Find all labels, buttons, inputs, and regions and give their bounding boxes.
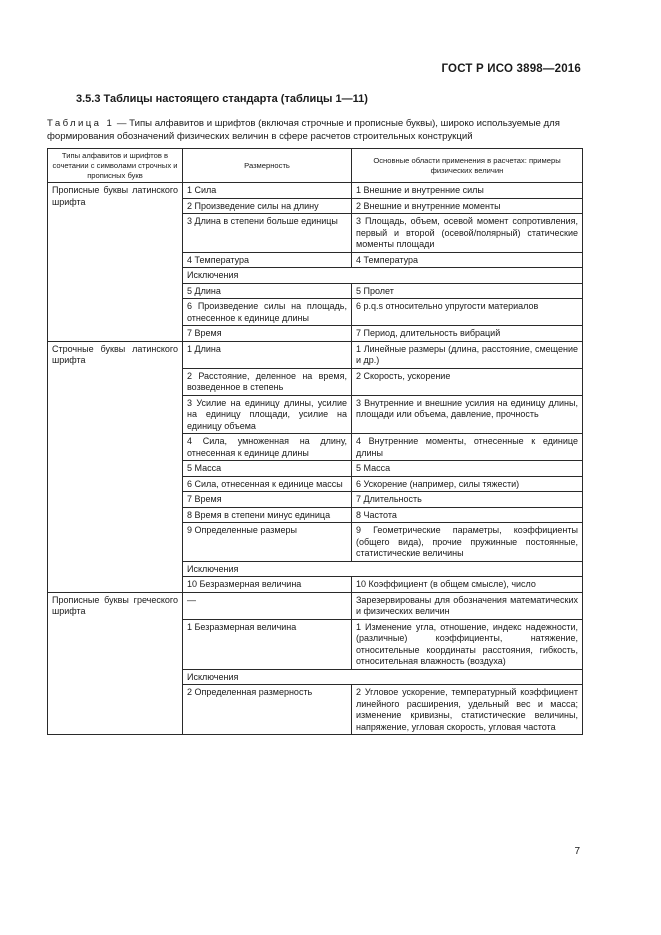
dimension-cell: 5 Длина <box>183 283 352 299</box>
dimension-cell: 2 Определенная размерность <box>183 685 352 735</box>
dimension-cell: 3 Усилие на единицу длины, усилие на единицу площади, усилие на единицу объема <box>183 395 352 434</box>
group-label-cell: Прописные буквы греческого шрифта <box>48 592 183 735</box>
application-cell: 7 Период, длительность вибраций <box>352 326 583 342</box>
application-cell: 7 Длительность <box>352 492 583 508</box>
exceptions-cell: Исключения <box>183 561 583 577</box>
application-cell: 9 Геометрические параметры, коэффициенты (общего вида), прочие пружинные постоянные, статистические величины <box>352 523 583 562</box>
table-body <box>48 183 583 735</box>
dimension-cell: 1 Безразмерная величина <box>183 619 352 669</box>
header-application: Основные области применения в расчетах: примеры физических величин <box>352 149 583 183</box>
dimension-cell: 3 Длина в степени больше единицы <box>183 214 352 253</box>
dimension-cell: 8 Время в степени минус единица <box>183 507 352 523</box>
dimension-cell: 6 Произведение силы на площадь, отнесенное к единице длины <box>183 299 352 326</box>
document-code: ГОСТ Р ИСО 3898—2016 <box>441 63 581 75</box>
dimension-cell: 4 Температура <box>183 252 352 268</box>
header-alphabet-type: Типы алфавитов и шрифтов в сочетании с символами строчных и прописных букв <box>48 149 183 183</box>
table-row <box>48 341 583 368</box>
application-cell: 8 Частота <box>352 507 583 523</box>
dimension-cell: 7 Время <box>183 492 352 508</box>
application-cell: 5 Пролет <box>352 283 583 299</box>
exceptions-cell: Исключения <box>183 669 583 685</box>
header-dimension: Размерность <box>183 149 352 183</box>
page-number: 7 <box>574 846 580 857</box>
dimension-cell: 7 Время <box>183 326 352 342</box>
dimension-cell: 4 Сила, умноженная на длину, отнесенная к единице длины <box>183 434 352 461</box>
application-cell: 5 Масса <box>352 461 583 477</box>
application-cell: Зарезервированы для обозначения математических и физических величин <box>352 592 583 619</box>
dimension-cell: 9 Определенные размеры <box>183 523 352 562</box>
application-cell: 2 Угловое ускорение, температурный коэффициент линейного расширения, удельный вес и масса; изменение кривизны, статистические величины, напряжение, угловая скорость, угловая частота <box>352 685 583 735</box>
application-cell: 2 Скорость, ускорение <box>352 368 583 395</box>
dimension-cell: 5 Масса <box>183 461 352 477</box>
table-caption-label: Таблица 1 <box>47 118 115 129</box>
dimension-cell: 2 Произведение силы на длину <box>183 198 352 214</box>
application-cell: 1 Линейные размеры (длина, расстояние, смещение и др.) <box>352 341 583 368</box>
application-cell: 3 Площадь, объем, осевой момент сопротивления, первый и второй (осевой/полярный) статические моменты площади <box>352 214 583 253</box>
group-label-cell: Прописные буквы латинского шрифта <box>48 183 183 342</box>
application-cell: 1 Внешние и внутренние силы <box>352 183 583 199</box>
application-cell: 4 Температура <box>352 252 583 268</box>
application-cell: 10 Коэффициент (в общем смысле), число <box>352 577 583 593</box>
application-cell: 6 Ускорение (например, силы тяжести) <box>352 476 583 492</box>
table-caption-text: — Типы алфавитов и шрифтов (включая строчные и прописные буквы), широко используемые для формирования обозначений физических величин в сфере расчетов строительных конструкций <box>47 118 560 142</box>
alphabet-types-table <box>47 148 583 735</box>
exceptions-cell: Исключения <box>183 268 583 284</box>
dimension-cell: 1 Длина <box>183 341 352 368</box>
dimension-cell: 10 Безразмерная величина <box>183 577 352 593</box>
group-label-cell: Строчные буквы латинского шрифта <box>48 341 183 592</box>
table-caption <box>47 117 582 143</box>
dimension-cell: 6 Сила, отнесенная к единице массы <box>183 476 352 492</box>
dimension-cell: 1 Сила <box>183 183 352 199</box>
table-row <box>48 592 583 619</box>
dimension-cell: 2 Расстояние, деленное на время, возведенное в степень <box>183 368 352 395</box>
application-cell: 6 p.q.s относительно упругости материалов <box>352 299 583 326</box>
table-header-row <box>48 149 583 183</box>
section-title: 3.5.3 Таблицы настоящего стандарта (таблицы 1—11) <box>76 93 368 105</box>
application-cell: 4 Внутренние моменты, отнесенные к единице длины <box>352 434 583 461</box>
application-cell: 3 Внутренние и внешние усилия на единицу длины, площади или объема, давление, прочность <box>352 395 583 434</box>
table-row <box>48 183 583 199</box>
application-cell: 2 Внешние и внутренние моменты <box>352 198 583 214</box>
application-cell: 1 Изменение угла, отношение, индекс надежности, (различные) коэффициенты, натяжение, относительные координаты расстояния, гибкость, относительная влажность (воздуха) <box>352 619 583 669</box>
dimension-cell: — <box>183 592 352 619</box>
